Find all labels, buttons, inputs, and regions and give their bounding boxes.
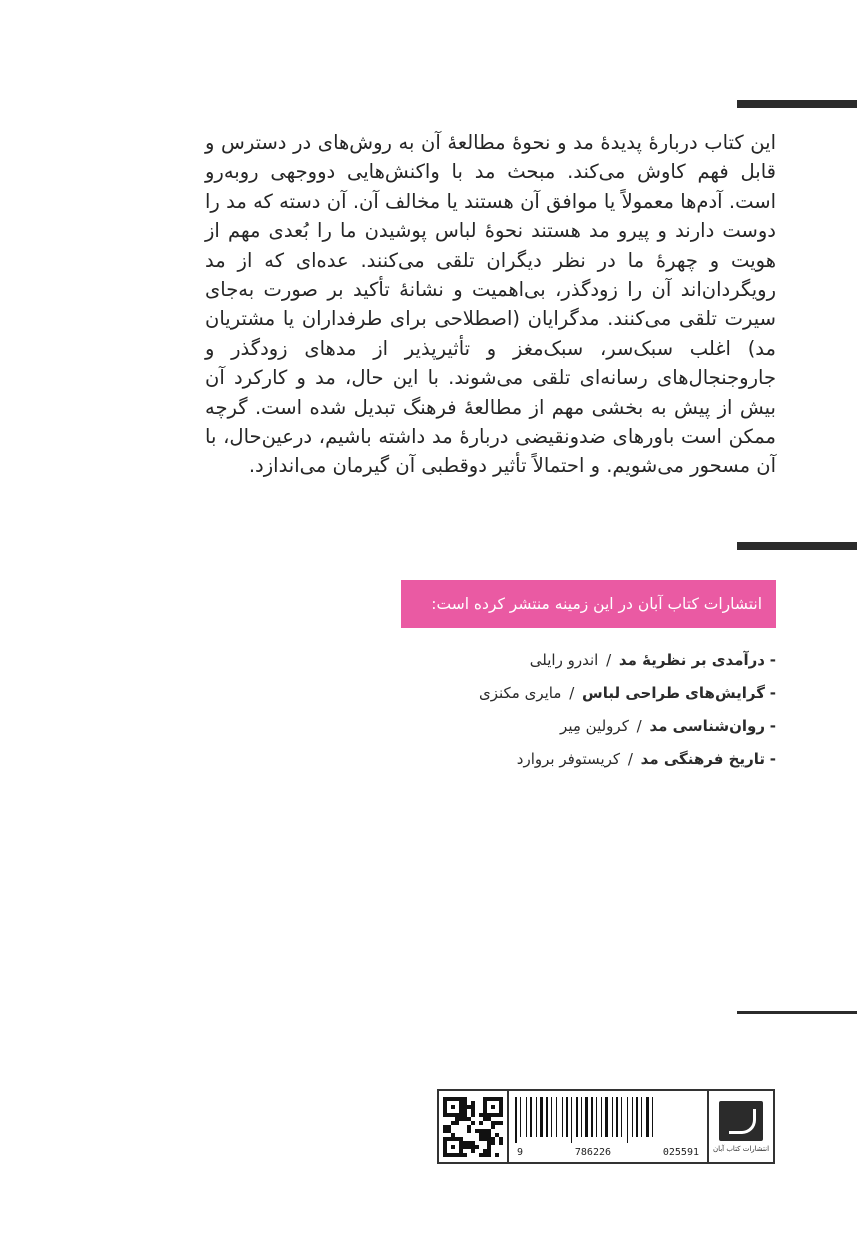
book-author: کرولین مِیر bbox=[560, 717, 629, 735]
list-item bbox=[430, 743, 776, 776]
barcode-icon bbox=[513, 1097, 703, 1143]
list-separator: / bbox=[636, 717, 642, 735]
list-dash: - bbox=[769, 717, 776, 735]
lower-rule bbox=[737, 1011, 857, 1014]
related-books-list bbox=[430, 644, 776, 776]
publisher-caption: انتشارات کتاب آبان bbox=[712, 1144, 770, 1153]
barcode-cell bbox=[509, 1091, 709, 1162]
list-dash: - bbox=[769, 684, 776, 702]
list-item bbox=[430, 710, 776, 743]
isbn-group-2: 025591 bbox=[662, 1147, 699, 1158]
isbn-digits bbox=[509, 1147, 707, 1158]
book-title: تاریخ فرهنگی مد bbox=[640, 750, 765, 768]
list-dash: - bbox=[769, 750, 776, 768]
list-separator: / bbox=[606, 651, 612, 669]
middle-rule bbox=[737, 542, 857, 550]
banner-text: انتشارات کتاب آبان در این زمینه منتشر کرده است: bbox=[431, 595, 762, 613]
publisher-logo-icon bbox=[719, 1101, 763, 1141]
list-separator: / bbox=[569, 684, 575, 702]
book-title: درآمدی بر نظریهٔ مد bbox=[618, 651, 765, 669]
list-dash: - bbox=[769, 651, 776, 669]
book-author: اندرو رایلی bbox=[529, 651, 599, 669]
list-item bbox=[430, 644, 776, 677]
top-rule bbox=[737, 100, 857, 108]
isbn-code-box bbox=[437, 1089, 775, 1164]
book-author: مایری مکنزی bbox=[478, 684, 562, 702]
isbn-group-1: 786226 bbox=[574, 1147, 612, 1158]
qr-code-icon bbox=[443, 1097, 503, 1157]
list-item bbox=[430, 677, 776, 710]
book-title: روان‌شناسی مد bbox=[649, 717, 765, 735]
list-separator: / bbox=[627, 750, 633, 768]
isbn-prefix: 9 bbox=[517, 1147, 524, 1158]
book-title: گرایش‌های طراحی لباس bbox=[582, 684, 765, 702]
qr-code-cell bbox=[439, 1091, 509, 1162]
book-author: کریستوفر بروارد bbox=[516, 750, 621, 768]
publisher-logo-cell bbox=[709, 1091, 773, 1162]
back-cover-blurb: این کتاب دربارهٔ پدیدهٔ مد و نحوهٔ مطالعهٔ آن به روش‌های در دسترس و قابل فهم کاوش می‌کند. مبحث مد با واکنش‌هایی دووجهی روبه‌رو است. آدم‌ها معمولاً یا موافق آن هستند یا مخالف آن. آن دسته که مد را دوست دارند و پیرو مد هستند نحوهٔ لباس پوشیدن ما را بُعدی مهم از هویت و چهرهٔ ما در نظر دیگران تلقی می‌کنند. عده‌ای که از مد رویگردان‌اند آن را زودگذر، بی‌اهمیت و نشانهٔ تأکید بر صورت به‌جای سیرت تلقی می‌کنند. مدگرایان (اصطلاحی برای طرفداران یا مشتریان مد) اغلب سبک‌سر، سبک‌مغز و تأثیرپذیر از مدهای زودگذر و جاروجنجال‌های رسانه‌ای تلقی می‌شوند. با این حال، مد و کارکرد آن بیش از پیش به بخشی مهم از مطالعهٔ فرهنگ تبدیل شده است. گرچه ممکن است باورهای ضدونقیضی دربارهٔ مد داشته باشیم، درعین‌حال، با آن مسحور می‌شویم. و احتمالاً تأثیر دوقطبی آن گیرمان می‌اندازد. bbox=[205, 131, 776, 478]
related-books-banner bbox=[401, 580, 776, 628]
